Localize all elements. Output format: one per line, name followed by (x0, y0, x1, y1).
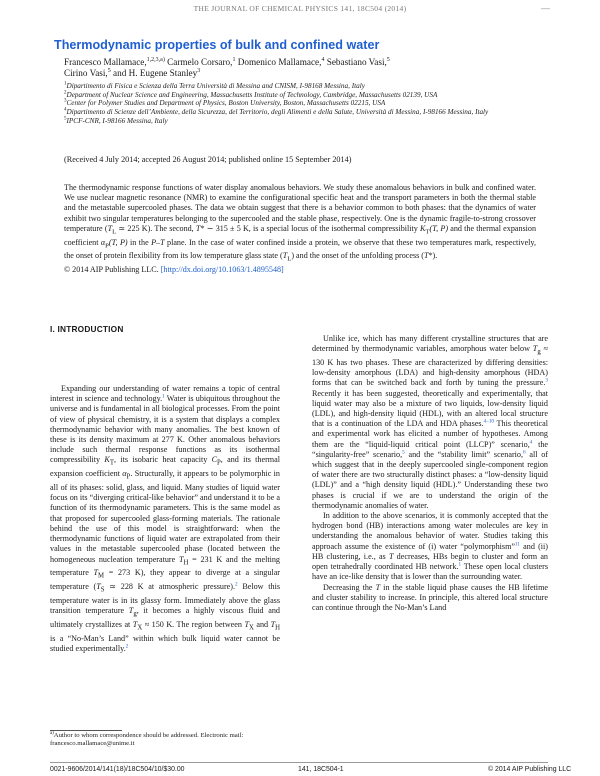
body-text: , its isobaric heat capacity (114, 455, 212, 465)
body-text: , and its thermal expansion coefficient (50, 455, 280, 479)
body-text: Expanding our understanding of water remains a topic of central interest in science and technology. (50, 384, 280, 404)
author-name: Domenico Mallamace, (235, 57, 322, 67)
math-symbol: T (375, 582, 381, 592)
affiliation-text: Dipartimento di Fisica e Scienza della Terra Università di Messina and CNISM, I-98168 Messina, Italy (66, 82, 365, 90)
right-column (312, 334, 548, 613)
math-subscript: g (537, 348, 541, 356)
page-mark: — (541, 3, 550, 13)
abstract-text: The thermodynamic response functions of water display anomalous behaviors. We study these anomalous behaviors in bulk and confined water. We use nuclear magnetic resonance (NMR) to examine the configurational specific heat and the transport parameters in both the thermal stable and the metastable supercooled phases. The data we obtain suggest that there is a behavior common to both phases: that the dynamics of water exhibit two singular temperatures belonging to the supercooled and the stable phase, respectively. One is the dynamic fragile-to-strong crossover temperature ( (64, 183, 536, 233)
math-subscript: P (126, 473, 131, 481)
body-text: and the “stability limit” scenario, (404, 449, 524, 459)
footer-rule (50, 762, 548, 763)
citation-ref[interactable]: 2 (235, 581, 238, 588)
body-text: and (253, 620, 271, 630)
footer-page-number: 141, 18C504-1 (298, 766, 344, 773)
affiliation-number: 4 (64, 107, 67, 113)
math-subscript: M (98, 572, 105, 580)
author-affil-ref: 3 (197, 67, 201, 74)
body-text: decreases, HBs begin to cluster and form an open tetrahedrally coordinated HB network. (312, 551, 548, 572)
affiliation-text: Center for Polymer Studies and Department of Physics, Boston University, Boston, Massachusetts 02215, USA (66, 99, 386, 108)
math-symbol: K (104, 455, 110, 465)
citation-ref[interactable]: 4 (529, 438, 533, 445)
math-symbol: T (244, 620, 249, 630)
body-text: This theoretical and experimental work has elicited a number of hypotheses. Among them are the “liquid-liquid critical point (LLCP)” scenario, (312, 419, 548, 449)
body-text: In addition to the above scenarios, it is commonly accepted that the hydrogen bond (HB) interactions among water molecules are key in understanding the anomalous behavior of water. Studies taking this approach assume the existence of (i) water “polymorphism” (312, 511, 548, 551)
doi-link[interactable]: [http://dx.doi.org/10.1063/1.4895548] (160, 265, 284, 275)
math-symbol: T (132, 620, 138, 630)
paragraph (312, 511, 548, 582)
affiliation (64, 108, 534, 117)
math-symbol: T (423, 251, 429, 261)
math-symbol: T (270, 620, 276, 630)
footer-issn: 0021-9606/2014/141(18)/18C504/10/$30.00 (50, 766, 185, 773)
abstract-text: in the (127, 237, 152, 247)
footnote-marker: a) (50, 730, 54, 736)
math-symbol: K (420, 223, 426, 233)
author-name: Cirino Vasi, (64, 68, 108, 78)
affiliation-number: 5 (64, 116, 67, 122)
correspondence-footnote (50, 732, 280, 748)
section-heading: I. INTRODUCTION (50, 324, 124, 334)
author-name: and H. Eugene Stanley (110, 68, 198, 78)
author-affil-ref: 1 (232, 56, 236, 63)
body-text: is a “No-Man’s Land” within which bulk liquid water cannot be studied experimentally. (50, 633, 280, 654)
affiliation-text: IPCF-CNR, I-98166 Messina, Italy (66, 116, 168, 125)
math-subscript: T (109, 460, 114, 468)
author-name: Francesco Mallamace, (64, 57, 147, 67)
math-symbol: α (122, 469, 127, 479)
abstract-text: and the thermal expansion coefficient (64, 223, 536, 247)
math-args: (T, P) (429, 223, 449, 233)
body-text: in the stable liquid phase causes the HB lifetime and cluster stability to increase. In principle, this altered local structure can continue through the No-Man’s Land (312, 582, 548, 612)
footnote-text: Author to whom correspondence should be addressed. Electronic mail: francesco.mallamace@unime.it (50, 732, 244, 747)
math-symbol: T (93, 568, 99, 578)
author-affil-ref: 5 (107, 67, 111, 74)
affiliations (64, 82, 534, 126)
math-subscript: H (183, 559, 189, 567)
affiliation (64, 82, 534, 91)
affiliation-number: 1 (64, 81, 67, 87)
math-symbol: T (388, 551, 394, 561)
math-symbol: T (128, 606, 134, 616)
affiliation-number: 2 (64, 90, 67, 96)
body-text: Decreasing the (323, 582, 376, 592)
affiliation (64, 117, 534, 126)
body-text: the “singularity-free” scenario, (312, 439, 548, 459)
body-text: Recently it has been suggested, theoretically and experimentally, that liquid water may also be a mixture of two liquids, low-density liquid (LDL), and high-density liquid (HDL), with an altered local structure that is a continuation of the LDA and HDA phases. (312, 388, 548, 429)
citation-ref[interactable]: 11 (515, 540, 521, 547)
citation-ref[interactable]: 4–10 (483, 418, 494, 425)
author-name: Sebastiano Vasi, (324, 57, 387, 67)
math-subscript: P (217, 460, 221, 468)
math-subscript: L (112, 228, 117, 236)
math-symbol: T (107, 223, 113, 233)
math-symbol: T (195, 223, 201, 233)
body-text: Water is ubiquitous throughout the universe and is fundamental in all biological processes. From the point of view of physical chemistry, it is a system that displays a complex thermodynamic behavior with many anomalies. The best known of these is its density maximum at 277 K. Other anomalous behaviors include such thermal response functions as its isothermal compressibility (50, 394, 281, 465)
math-subscript: X (137, 624, 143, 632)
citation-ref[interactable]: 2 (125, 643, 129, 650)
citation-ref[interactable]: 1 (162, 393, 165, 400)
citation-ref[interactable]: 6 (523, 449, 526, 456)
math-symbol: α (100, 237, 106, 247)
article-title: Thermodynamic properties of bulk and confined water (54, 38, 380, 52)
abstract-text: ) and the onset of the unfolding process ( (291, 251, 424, 261)
math-subscript: S (100, 586, 105, 594)
copyright-notice: © 2014 AIP Publishing LLC. (64, 265, 159, 275)
abstract-text: plane. In the case of water confined inside a protein, we observe that these two temperatures mark, respectively, the onset of protein flexibility from its low temperature glass state ( (64, 237, 536, 261)
body-text: Below this temperature water is in its glassy form. Immediately above the glass transition temperature (50, 582, 280, 616)
abstract-text: *). (428, 251, 438, 261)
body-text: Unlike ice, which has many different crystalline structures that are determined by thermodynamic variables, amorphous water below (312, 334, 548, 354)
paragraph (312, 583, 548, 614)
left-column (50, 384, 280, 654)
paragraph (312, 334, 548, 511)
math-subscript: g (133, 610, 137, 618)
affiliation-number: 3 (64, 99, 67, 105)
body-text: = 273 K), they appear to diverge at a singular temperature ( (50, 568, 281, 592)
author-affil-ref: 5 (386, 56, 390, 63)
paragraph (50, 384, 280, 654)
math-symbol: T (179, 554, 184, 564)
affiliation-text: Dipartimento di Scienze dell’Ambiente, della Sicurezza, del Territorio, degli Alimenti e della Salute, Università di Messina, I-98166 Messina, Italy (66, 108, 489, 117)
citation-ref[interactable]: 1 (458, 561, 462, 568)
abstract (64, 183, 536, 275)
citation-ref[interactable]: 3 (545, 377, 548, 384)
affiliation-text: Department of Nuclear Science and Engineering, Massachusetts Institute of Technology, Cambridge, Massachusetts 02139, USA (66, 90, 438, 99)
footer-copyright: © 2014 AIP Publishing LLC (488, 766, 572, 773)
journal-header: THE JOURNAL OF CHEMICAL PHYSICS 141, 18C504 (2014) (193, 4, 407, 13)
math-subscript: L (287, 256, 292, 264)
author-affil-ref: 4 (321, 56, 325, 63)
body-text: . Structurally, it appears to be polymorphic in all of its phases: solid, glass, and liquid. Many studies of liquid water focus on its “diverging critical-like behavior” and understand it to be a function of its thermodynamic parameters. This is the same model as that proposed for supercooled glass-forming materials. The rationale behind the use of this model is straightforward: when the thermodynamic functions of liquid water are extrapolated from their values in the metastable supercooled phase (located between the homogeneous nucleation temperature (50, 469, 280, 564)
math-subscript: T (425, 228, 430, 236)
footnote-rule (50, 730, 122, 731)
author-name: Carmelo Corsaro, (164, 57, 233, 67)
math-subscript: X (248, 624, 254, 632)
body-text: and (ii) HB clustering, i.e., as (312, 541, 548, 561)
math-symbol: T (96, 582, 101, 592)
body-text: all of which suggest that in the deeply supercooled single-component region of water there are two structurally distinct phases: a “low-density liquid (LDL)” and a “high density liquid (HDL).” Understanding these two phases is crucial if we are to understand the origin of the thermodynamic anomalies of water. (312, 449, 549, 510)
body-text: = 231 K and the melting temperature (50, 554, 280, 578)
math-symbol: P–T (151, 237, 165, 247)
abstract-text: ≃ 225 K). The second, (116, 223, 196, 233)
math-args: (T, P) (108, 237, 128, 247)
math-subscript: P (105, 242, 109, 250)
citation-ref[interactable]: 5 (402, 449, 405, 456)
abstract-text: * ∼ 315 ± 5 K, is a special locus of the isothermal compressibility (200, 223, 421, 233)
body-text: These open local clusters have an ice-like density that is lower than the surrounding water. (312, 562, 548, 582)
body-text: , it becomes a highly viscous fluid and ultimately crystallizes at (50, 606, 280, 630)
author-list (64, 57, 534, 79)
math-subscript: H (275, 624, 280, 632)
received-dates: (Received 4 July 2014; accepted 26 August 2014; published online 15 September 2014) (64, 155, 352, 164)
body-text: ≃ 228 K at atmospheric pressure). (104, 582, 236, 592)
body-text: ≈ 150 K. The region between (142, 620, 245, 630)
math-symbol: T (532, 344, 538, 354)
author-affil-ref[interactable]: 1,2,3,a) (146, 56, 165, 63)
math-symbol: T (282, 251, 288, 261)
body-text: ≈ 130 K has two phases. These are characterized by differing densities: low-density amorphous (LDA) and high-density amorphous (HDA) forms that can be switched back and forth by tuning the pressure. (312, 344, 549, 388)
math-symbol: C (211, 455, 218, 465)
affiliation (64, 99, 534, 108)
